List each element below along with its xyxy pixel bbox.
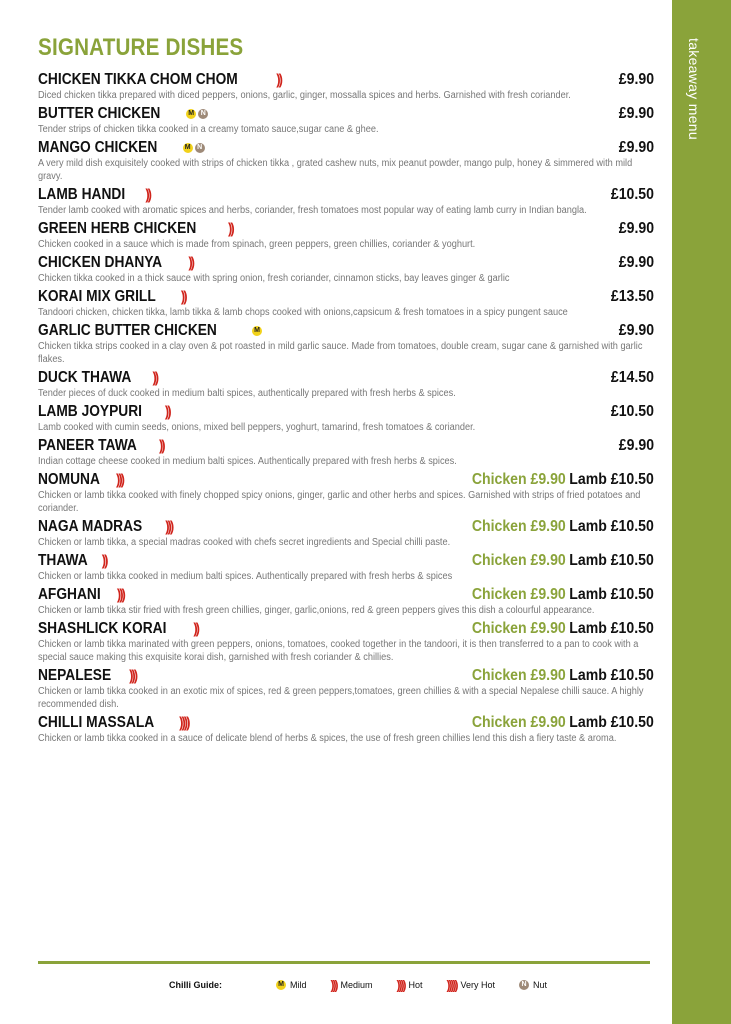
dish-description: Chicken or lamb tikka stir fried with fresh green chillies, ginger, garlic,onions, red & green peppers gives this dish a colourful appearance. (38, 605, 595, 616)
chilli-icon: )))) (179, 714, 189, 731)
lamb-price: Lamb £10.50 (569, 517, 654, 535)
dish-header (38, 368, 654, 387)
legend-medium-label: Medium (340, 980, 373, 990)
dish-description: Indian cottage cheese cooked in medium balti spices. Authentically prepared with fresh herbs & spices. (38, 456, 457, 467)
dish-name: CHICKEN DHANYA (38, 253, 163, 271)
dish-price: £14.50 (610, 368, 654, 386)
dish-header (38, 517, 654, 536)
dish-name: LAMB HANDI (38, 185, 126, 203)
dish-name-wrap (38, 254, 193, 272)
nut-badge-icon: N (519, 980, 529, 990)
dish-price (472, 667, 654, 685)
dish-name: CHICKEN TIKKA CHOM CHOM (38, 70, 238, 88)
chilli-icon: )) (193, 620, 199, 637)
dish-price (472, 620, 654, 638)
dish-price: £13.50 (610, 287, 654, 305)
dish-header (38, 551, 654, 570)
lamb-price: Lamb £10.50 (569, 666, 654, 684)
chilli-icon: ))) (129, 667, 137, 684)
dish-header (38, 138, 654, 157)
dish-description: Chicken cooked in a sauce which is made from spinach, green peppers, green chillies, coriander & yoghurt. (38, 239, 476, 250)
dish-name-wrap (38, 220, 233, 238)
dish-price (472, 552, 654, 570)
dish-badges (193, 621, 198, 636)
dish-description: Tender lamb cooked with aromatic spices and herbs, coriander, fresh tomatoes most popular way of eating lamb curry in Indian bangla. (38, 205, 587, 216)
dish-name-wrap (38, 620, 198, 638)
dish-price: £9.90 (618, 253, 654, 271)
dish-name: DUCK THAWA (38, 368, 132, 386)
dish-badges (183, 143, 205, 153)
mild-badge-icon: M (186, 109, 196, 119)
chicken-price: Chicken £9.90 (472, 585, 566, 603)
dish-description: Chicken or lamb tikka cooked in medium balti spices. Authentically prepared with fresh herbs & spices (38, 571, 453, 582)
dish-item (38, 436, 654, 468)
dish-name: BUTTER CHICKEN (38, 104, 161, 122)
dish-name: LAMB JOYPURI (38, 402, 142, 420)
dish-price: £9.90 (618, 70, 654, 88)
chilli-icon: ))))) (446, 977, 457, 993)
dish-price (472, 586, 654, 604)
chilli-icon: ))) (165, 518, 173, 535)
dish-header (38, 470, 654, 489)
footer-divider (38, 961, 650, 964)
lamb-price: Lamb £10.50 (569, 619, 654, 637)
dish-description: Tandoori chicken, chicken tikka, lamb tikka & lamb chops cooked with onions,capsicum & fresh tomatoes in a spicy pungent sauce (38, 307, 568, 318)
dish-header (38, 666, 654, 685)
dish-description: A very mild dish exquisitely cooked with strips of chicken tikka , grated cashew nuts, mix peanut powder, mango pulp, honey & simmered with mild gravy. (38, 158, 633, 182)
dish-name: GARLIC BUTTER CHICKEN (38, 321, 217, 339)
mild-badge-icon: M (276, 980, 286, 990)
sidebar (672, 0, 731, 1024)
dish-name-wrap (38, 518, 172, 536)
chilli-icon: )) (145, 186, 150, 203)
chilli-icon: )) (164, 403, 170, 420)
dish-header (38, 287, 654, 306)
dish-header (38, 70, 654, 89)
dish-price: £9.90 (618, 219, 654, 237)
dish-badges (102, 553, 107, 568)
chilli-icon: )) (152, 369, 158, 386)
dish-item (38, 253, 654, 285)
dish-item (38, 551, 654, 583)
dish-item (38, 104, 654, 136)
dish-badges (276, 72, 281, 87)
legend-nut (519, 980, 547, 990)
dish-header (38, 585, 654, 604)
dish-description: Chicken or lamb tikka marinated with green peppers, onions, tomatoes, cooked together in the tandoori, it is then transferred to a pan to cook with a special sauce making this exquisite korai dish, garnished with fresh coriander & chillies. (38, 639, 639, 663)
dish-item (38, 70, 654, 102)
dish-badges (181, 289, 186, 304)
dish-name-wrap (38, 471, 123, 489)
dish-header (38, 321, 654, 340)
dish-list (38, 70, 654, 745)
dish-item (38, 138, 654, 183)
dish-name-wrap (38, 403, 170, 421)
dish-price: £10.50 (610, 185, 654, 203)
dish-description: Diced chicken tikka prepared with diced peppers, onions, garlic, ginger, mossalla spices and herbs. Garnished with fresh coriander. (38, 90, 571, 101)
dish-item (38, 185, 654, 217)
dish-badges (116, 472, 123, 487)
dish-name-wrap (38, 714, 188, 732)
dish-description: Chicken or lamb tikka cooked in an exotic mix of spices, red & green peppers,tomatoes, green chillies & with a special Nepalese chilli sauce. A highly recommended dish. (38, 686, 644, 710)
legend-nut-label: Nut (533, 980, 548, 990)
dish-header (38, 253, 654, 272)
lamb-price: Lamb £10.50 (569, 470, 654, 488)
dish-name-wrap (38, 288, 186, 306)
nut-badge-icon: N (195, 143, 205, 153)
dish-item (38, 585, 654, 617)
chilli-icon: )) (228, 220, 233, 237)
chilli-guide (169, 978, 563, 992)
dish-badges (152, 370, 157, 385)
chilli-icon: )) (188, 254, 193, 271)
dish-name: KORAI MIX GRILL (38, 287, 156, 305)
dish-description: Chicken tikka strips cooked in a clay oven & pot roasted in mild garlic sauce. Made from tomatoes, double cream, sugar cane & garnished with garlic flakes. (38, 341, 643, 365)
chilli-icon: )) (158, 437, 164, 454)
dish-name: CHILLI MASSALA (38, 713, 155, 731)
dish-item (38, 368, 654, 400)
chilli-icon: ))) (330, 977, 337, 993)
dish-item (38, 287, 654, 319)
dish-item (38, 666, 654, 711)
dish-badges (252, 326, 262, 336)
dish-name-wrap (38, 667, 136, 685)
dish-name-wrap (38, 105, 208, 123)
dish-name: SHASHLICK KORAI (38, 619, 167, 637)
dish-description: Chicken tikka cooked in a thick sauce with spring onion, fresh coriander, cinnamon sticks, bay leaves ginger & garlic (38, 273, 510, 284)
chilli-icon: )))) (396, 977, 405, 993)
dish-name-wrap (38, 71, 281, 89)
dish-name: MANGO CHICKEN (38, 138, 158, 156)
dish-description: Tender pieces of duck cooked in medium balti spices, authentically prepared with fresh herbs & spices. (38, 388, 456, 399)
dish-description: Chicken or lamb tikka, a special madras cooked with chefs secret ingredients and Special chilli paste. (38, 537, 451, 548)
dish-item (38, 713, 654, 745)
chilli-icon: ))) (116, 471, 123, 488)
legend-hot (397, 978, 423, 992)
dish-badges (165, 404, 170, 419)
dish-price: £9.90 (618, 138, 654, 156)
dish-price (472, 471, 654, 489)
dish-price: £9.90 (618, 321, 654, 339)
dish-name-wrap (38, 369, 157, 387)
dish-name-wrap (38, 437, 164, 455)
chicken-price: Chicken £9.90 (472, 551, 566, 569)
dish-header (38, 219, 654, 238)
legend-hot-label: Hot (408, 980, 423, 990)
dish-price (472, 714, 654, 732)
dish-name-wrap (38, 186, 150, 204)
dish-name: THAWA (38, 551, 88, 569)
menu-content (38, 34, 654, 747)
chilli-icon: )) (180, 288, 186, 305)
dish-item (38, 619, 654, 664)
chilli-guide-label: Chilli Guide: (169, 980, 222, 990)
dish-price: £9.90 (618, 104, 654, 122)
dish-price: £9.90 (618, 436, 654, 454)
dish-name-wrap (38, 552, 106, 570)
dish-badges (145, 187, 150, 202)
dish-price (472, 518, 654, 536)
mild-badge-icon: M (183, 143, 193, 153)
dish-item (38, 219, 654, 251)
dish-item (38, 402, 654, 434)
dish-badges (179, 715, 188, 730)
lamb-price: Lamb £10.50 (569, 585, 654, 603)
dish-name: GREEN HERB CHICKEN (38, 219, 197, 237)
lamb-price: Lamb £10.50 (569, 713, 654, 731)
dish-badges (165, 519, 172, 534)
dish-name: AFGHANI (38, 585, 101, 603)
chicken-price: Chicken £9.90 (472, 517, 566, 535)
dish-name-wrap (38, 322, 262, 340)
dish-name: PANEER TAWA (38, 436, 137, 454)
dish-description: Chicken or lamb tikka cooked in a sauce of delicate blend of herbs & spices, the use of fresh green chillies lend this dish a fiery taste & aroma. (38, 733, 617, 744)
lamb-price: Lamb £10.50 (569, 551, 654, 569)
dish-badges (228, 221, 233, 236)
dish-name: NEPALESE (38, 666, 112, 684)
nut-badge-icon: N (198, 109, 208, 119)
dish-description: Lamb cooked with cumin seeds, onions, mixed bell peppers, yoghurt, tamarind, fresh tomatoes & coriander. (38, 422, 476, 433)
chilli-icon: ))) (116, 586, 124, 603)
legend-mild-label: Mild (290, 980, 307, 990)
dish-header (38, 185, 654, 204)
dish-description: Chicken or lamb tikka cooked with finely chopped spicy onions, ginger, garlic and other herbs and spices. Garnished with strips of fried potatoes and coriander. (38, 490, 641, 514)
dish-name-wrap (38, 139, 205, 157)
dish-name-wrap (38, 586, 124, 604)
dish-price: £10.50 (610, 402, 654, 420)
chicken-price: Chicken £9.90 (472, 713, 566, 731)
dish-description: Tender strips of chicken tikka cooked in a creamy tomato sauce,sugar cane & ghee. (38, 124, 379, 135)
dish-badges (129, 668, 136, 683)
chilli-icon: )) (101, 552, 107, 569)
legend-very-hot (447, 978, 496, 992)
dish-header (38, 713, 654, 732)
dish-header (38, 402, 654, 421)
legend-medium (331, 978, 373, 992)
dish-header (38, 619, 654, 638)
page-title: SIGNATURE DISHES (38, 34, 244, 61)
dish-badges (159, 438, 164, 453)
dish-name: NAGA MADRAS (38, 517, 143, 535)
dish-name: NOMUNA (38, 470, 100, 488)
dish-badges (188, 255, 193, 270)
chilli-icon: )) (276, 71, 281, 88)
dish-item (38, 321, 654, 366)
sidebar-label: takeaway menu (686, 38, 702, 140)
chicken-price: Chicken £9.90 (472, 470, 566, 488)
dish-badges (117, 587, 124, 602)
legend-mild (276, 980, 307, 990)
dish-badges (186, 109, 208, 119)
dish-item (38, 517, 654, 549)
dish-header (38, 104, 654, 123)
mild-badge-icon: M (252, 326, 262, 336)
dish-header (38, 436, 654, 455)
chicken-price: Chicken £9.90 (472, 666, 566, 684)
chicken-price: Chicken £9.90 (472, 619, 566, 637)
legend-very-hot-label: Very Hot (460, 980, 496, 990)
dish-item (38, 470, 654, 515)
